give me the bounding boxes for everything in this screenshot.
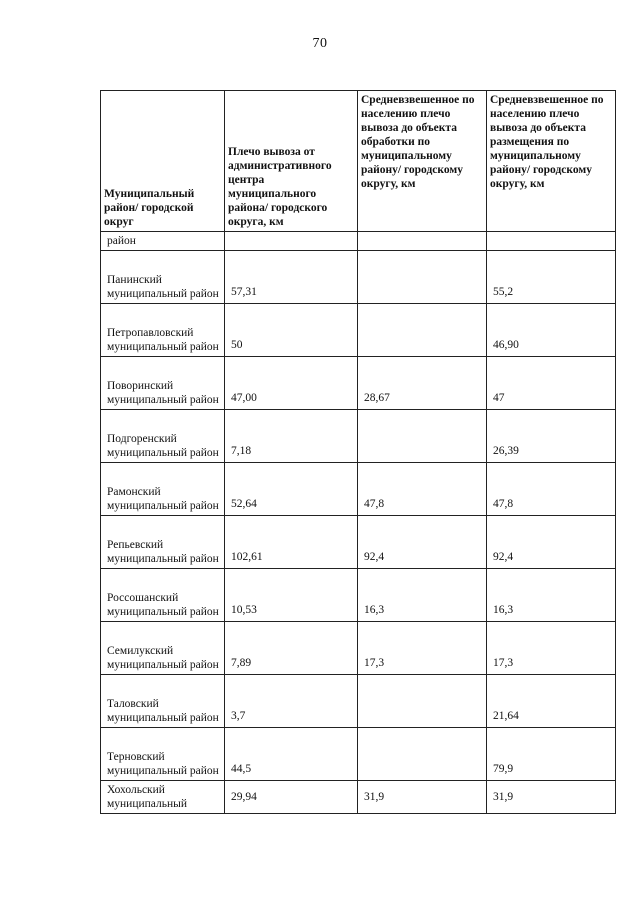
municipality-name-cell: Семилукский муниципальный район — [101, 622, 225, 675]
arm-to-placement-cell: 92,4 — [487, 516, 616, 569]
empty-cell — [225, 232, 358, 251]
arm-to-processing-cell: 92,4 — [358, 516, 487, 569]
continuation-row — [101, 232, 616, 251]
arm-to-processing-cell: 28,67 — [358, 357, 487, 410]
empty-cell — [358, 232, 487, 251]
table-row — [101, 463, 616, 516]
municipality-name-cell: Рамонский муниципальный район — [101, 463, 225, 516]
table-row — [101, 728, 616, 781]
arm-to-placement-cell: 47 — [487, 357, 616, 410]
arm-to-placement-cell: 16,3 — [487, 569, 616, 622]
arm-to-processing-cell: 47,8 — [358, 463, 487, 516]
municipality-name-cell: Терновский муниципальный район — [101, 728, 225, 781]
arm-to-processing-cell: 16,3 — [358, 569, 487, 622]
arm-to-placement-cell: 26,39 — [487, 410, 616, 463]
table-row — [101, 675, 616, 728]
continuation-cell: район — [101, 232, 225, 251]
arm-to-processing-cell — [358, 675, 487, 728]
municipality-name-cell: Таловский муниципальный район — [101, 675, 225, 728]
municipality-name-cell: Панинский муниципальный район — [101, 251, 225, 304]
arm-to-placement-cell: 47,8 — [487, 463, 616, 516]
arm-to-placement-cell: 79,9 — [487, 728, 616, 781]
arm-from-center-cell: 3,7 — [225, 675, 358, 728]
arm-from-center-cell: 44,5 — [225, 728, 358, 781]
municipality-name-cell: Петропавловский муниципальный район — [101, 304, 225, 357]
municipality-name-cell: Поворинский муниципальный район — [101, 357, 225, 410]
arm-from-center-cell: 50 — [225, 304, 358, 357]
municipality-name-cell: Россошанский муниципальный район — [101, 569, 225, 622]
table-row — [101, 304, 616, 357]
arm-from-center-cell: 29,94 — [225, 781, 358, 814]
table-row — [101, 516, 616, 569]
municipality-name-cell: Репьевский муниципальный район — [101, 516, 225, 569]
arm-to-processing-cell — [358, 304, 487, 357]
table-row — [101, 410, 616, 463]
header-arm-from-center: Плечо вывоза от административного центра муниципального района/ городского округа, км — [225, 91, 358, 232]
arm-to-placement-cell: 17,3 — [487, 622, 616, 675]
page-number: 70 — [312, 36, 328, 51]
table-row — [101, 622, 616, 675]
header-municipality: Муниципальный район/ городской округ — [101, 91, 225, 232]
table-header-row — [101, 91, 616, 232]
table-row-last — [101, 781, 616, 814]
header-arm-to-processing: Средневзвешенное по населению плечо вывоза до объекта обработки по муниципальному району/ городскому округу, км — [358, 91, 487, 232]
arm-to-processing-cell: 17,3 — [358, 622, 487, 675]
arm-to-processing-cell — [358, 251, 487, 304]
table-row — [101, 357, 616, 410]
arm-to-placement-cell: 46,90 — [487, 304, 616, 357]
arm-from-center-cell: 102,61 — [225, 516, 358, 569]
arm-from-center-cell: 7,18 — [225, 410, 358, 463]
arm-to-processing-cell — [358, 728, 487, 781]
table-row — [101, 569, 616, 622]
empty-cell — [487, 232, 616, 251]
arm-from-center-cell: 10,53 — [225, 569, 358, 622]
arm-to-processing-cell: 31,9 — [358, 781, 487, 814]
arm-to-placement-cell: 31,9 — [487, 781, 616, 814]
municipality-name-cell: Подгоренский муниципальный район — [101, 410, 225, 463]
header-arm-to-placement: Средневзвешенное по населению плечо вывоза до объекта размещения по муниципальному району/ городскому округу, км — [487, 91, 616, 232]
arm-to-placement-cell: 55,2 — [487, 251, 616, 304]
data-table — [100, 90, 616, 814]
table-row — [101, 251, 616, 304]
arm-to-placement-cell: 21,64 — [487, 675, 616, 728]
arm-to-processing-cell — [358, 410, 487, 463]
municipality-name-cell: Хохольский муниципальный — [101, 781, 225, 814]
arm-from-center-cell: 57,31 — [225, 251, 358, 304]
arm-from-center-cell: 7,89 — [225, 622, 358, 675]
arm-from-center-cell: 47,00 — [225, 357, 358, 410]
arm-from-center-cell: 52,64 — [225, 463, 358, 516]
